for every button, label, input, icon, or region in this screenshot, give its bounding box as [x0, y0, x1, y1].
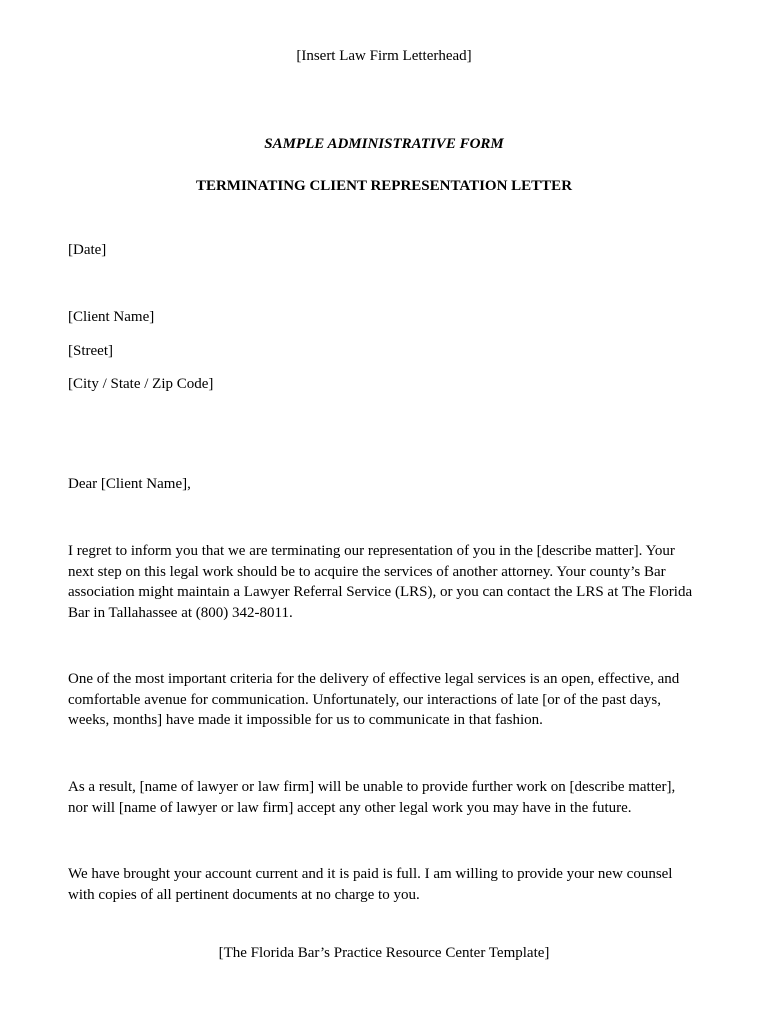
client-name-placeholder: [Client Name] — [68, 309, 155, 325]
template-footer: [The Florida Bar’s Practice Resource Center Template] — [218, 945, 550, 961]
letterhead-placeholder: [Insert Law Firm Letterhead] — [296, 48, 472, 64]
paragraph-account — [68, 864, 708, 905]
form-label: SAMPLE ADMINISTRATIVE FORM — [264, 136, 504, 152]
paragraph-line: I regret to inform you that we are terminating our representation of you in the [describe matter]. Your — [68, 543, 675, 559]
paragraph-line: As a result, [name of lawyer or law firm] will be unable to provide further work on [describe matter], — [68, 779, 676, 795]
paragraph-termination-notice — [68, 541, 708, 623]
paragraph-line: We have brought your account current and it is paid is full. I am willing to provide your new counsel — [68, 866, 673, 882]
salutation: Dear [Client Name], — [68, 476, 191, 492]
paragraph-line: comfortable avenue for communication. Unfortunately, our interactions of late [or of the past days, — [68, 691, 661, 708]
paragraph-line: weeks, months] have made it impossible for us to communicate in that fashion. — [68, 712, 543, 728]
letter-title: TERMINATING CLIENT REPRESENTATION LETTER — [195, 178, 573, 194]
date-placeholder: [Date] — [68, 242, 107, 258]
paragraph-line: One of the most important criteria for the delivery of effective legal services is an open, effective, and — [68, 671, 680, 687]
paragraph-line: nor will [name of lawyer or law firm] accept any other legal work you may have in the future. — [68, 799, 632, 816]
paragraph-line: association might maintain a Lawyer Referral Service (LRS), or you can contact the LRS at The Florida — [68, 584, 693, 600]
paragraph-line: Bar in Tallahassee at (800) 342-8011. — [68, 604, 293, 621]
paragraph-line: with copies of all pertinent documents at no charge to you. — [68, 886, 420, 903]
paragraph-communication — [68, 669, 708, 731]
street-placeholder: [Street] — [68, 343, 113, 359]
city-state-zip-placeholder: [City / State / Zip Code] — [68, 376, 214, 392]
paragraph-consequence — [68, 777, 708, 818]
paragraph-line: next step on this legal work should be to acquire the services of another attorney. Your county’s Bar — [68, 563, 666, 580]
